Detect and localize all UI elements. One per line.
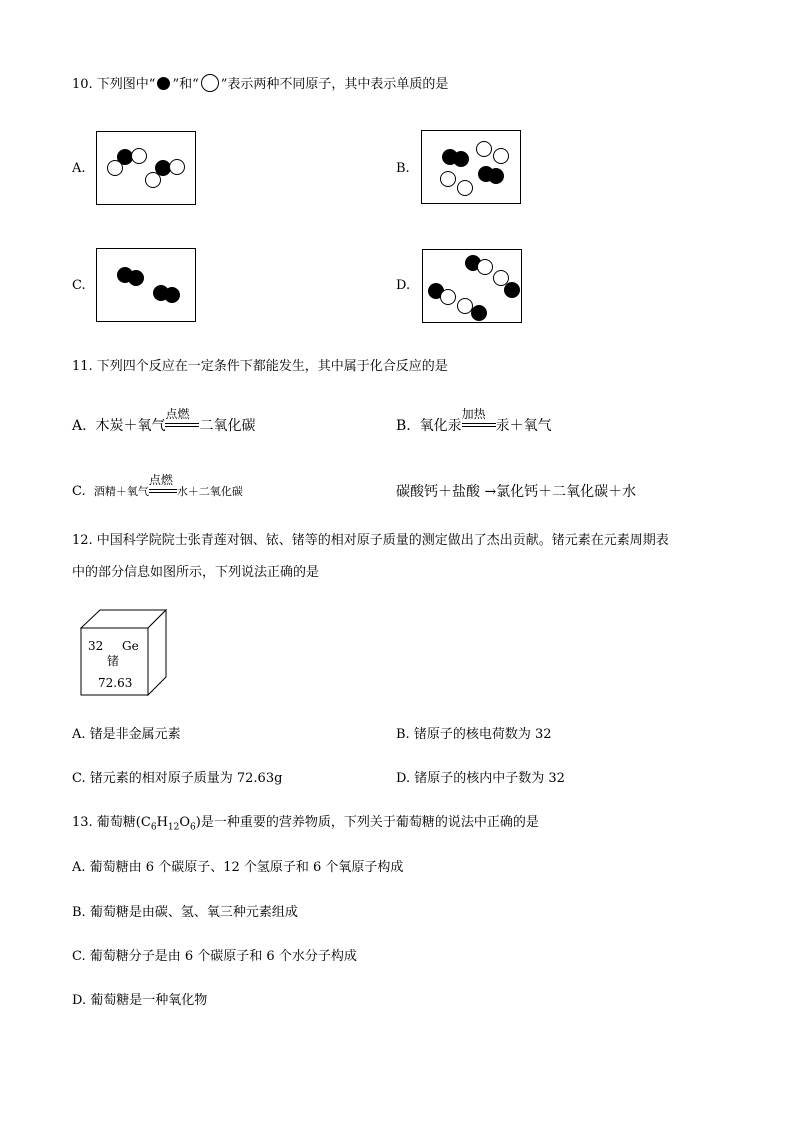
element-name: 锗 <box>107 654 120 668</box>
reaction-condition <box>165 407 199 432</box>
q10-option-d-label[interactable]: D. <box>396 278 411 293</box>
white-atom-icon <box>169 159 185 175</box>
condition-label: 点燃 <box>148 472 173 487</box>
q10-option-c-label[interactable]: C. <box>72 278 86 293</box>
black-atom-icon <box>453 151 469 167</box>
q11-option-c-right: 水＋二氧化碳 <box>176 485 243 498</box>
q13-stem-part2: H <box>156 815 168 830</box>
white-atom-icon <box>457 180 473 196</box>
q10-diagram-d <box>422 249 522 323</box>
condition-label: 点燃 <box>165 407 190 421</box>
q11-option-b[interactable] <box>396 407 552 434</box>
black-atom-icon <box>157 77 170 90</box>
q13-option-a[interactable]: A. 葡萄糖由 6 个碳原子、12 个氢原子和 6 个氧原子构成 <box>72 860 404 875</box>
q10-option-b-label[interactable]: B. <box>396 161 410 176</box>
q11-option-c-label: C. <box>72 484 86 499</box>
q10-stem <box>72 74 448 93</box>
white-atom-icon <box>476 141 492 157</box>
q11-option-a[interactable] <box>72 407 256 434</box>
q12-stem-line2: 中的部分信息如图所示，下列说法正确的是 <box>72 565 320 580</box>
q13-stem-part4: )是一种重要的营养物质，下列关于葡萄糖的说法中正确的是 <box>195 815 539 830</box>
q13-option-c[interactable]: C. 葡萄糖分子是由 6 个碳原子和 6 个水分子构成 <box>72 949 357 964</box>
q13-stem <box>72 815 539 836</box>
q10-diagram-b <box>421 130 521 204</box>
q13-subscript-o: 6 <box>190 822 196 833</box>
q13-stem-part1: 13. 葡萄糖(C <box>72 815 151 830</box>
black-atom-icon <box>128 270 144 286</box>
element-mass: 72.63 <box>98 676 133 690</box>
q10-stem-part1: 10. 下列图中“ <box>72 77 156 92</box>
q13-option-b[interactable]: B. 葡萄糖是由碳、氢、氧三种元素组成 <box>72 905 298 920</box>
q11-option-a-label: A. <box>72 418 87 434</box>
white-atom-icon <box>440 289 456 305</box>
q11-option-a-left: 木炭＋氧气 <box>95 418 166 434</box>
q10-option-a-label[interactable]: A. <box>72 161 86 176</box>
black-atom-icon <box>471 305 487 321</box>
q11-option-b-label: B. <box>396 418 411 434</box>
q11-stem: 11. 下列四个反应在一定条件下都能发生，其中属于化合反应的是 <box>72 359 448 374</box>
white-atom-icon <box>440 171 456 187</box>
q11-option-a-right: 二氧化碳 <box>199 418 256 434</box>
q11-option-c-left: 酒精＋氧气 <box>93 485 149 498</box>
q12-option-d[interactable]: D. 锗原子的核内中子数为 32 <box>396 771 565 786</box>
reaction-condition <box>461 407 496 432</box>
q10-diagram-a <box>96 131 196 205</box>
black-atom-icon <box>488 168 504 184</box>
q13-option-d[interactable]: D. 葡萄糖是一种氧化物 <box>72 993 208 1008</box>
q10-diagram-c <box>96 248 196 322</box>
black-atom-icon <box>504 282 520 298</box>
white-atom-icon <box>201 74 219 92</box>
q10-stem-part3: ”表示两种不同原子，其中表示单质的是 <box>220 77 449 92</box>
q12-option-a[interactable]: A. 锗是非金属元素 <box>72 727 181 742</box>
q13-subscript-h: 12 <box>167 822 180 833</box>
reaction-condition <box>148 472 177 498</box>
black-atom-icon <box>164 287 180 303</box>
white-atom-icon <box>131 148 147 164</box>
white-atom-icon <box>107 160 123 176</box>
element-symbol: Ge <box>122 639 139 653</box>
condition-label: 加热 <box>461 407 486 421</box>
q12-option-c[interactable]: C. 锗元素的相对原子质量为 72.63g <box>72 771 283 786</box>
q10-stem-part2: ”和“ <box>172 77 199 92</box>
q11-option-d[interactable] <box>396 484 636 500</box>
q11-option-b-left: 氧化汞 <box>419 418 462 434</box>
white-atom-icon <box>477 259 493 275</box>
white-atom-icon <box>145 172 161 188</box>
q12-stem-line1: 12. 中国科学院院士张青莲对铟、铱、锗等的相对原子质量的测定做出了杰出贡献。锗元素在元素周期表 <box>72 533 669 548</box>
q12-option-b[interactable]: B. 锗原子的核电荷数为 32 <box>396 727 552 742</box>
q11-option-b-right: 汞＋氧气 <box>495 418 552 434</box>
q13-subscript-c: 6 <box>150 822 157 833</box>
q11-option-c[interactable] <box>72 472 243 500</box>
element-atomic-number: 32 <box>88 639 104 653</box>
q11-option-d-text: 碳酸钙＋盐酸 →氯化钙＋二氧化碳＋水 <box>396 484 637 500</box>
q13-stem-part3: O <box>179 815 191 830</box>
white-atom-icon <box>493 148 509 164</box>
